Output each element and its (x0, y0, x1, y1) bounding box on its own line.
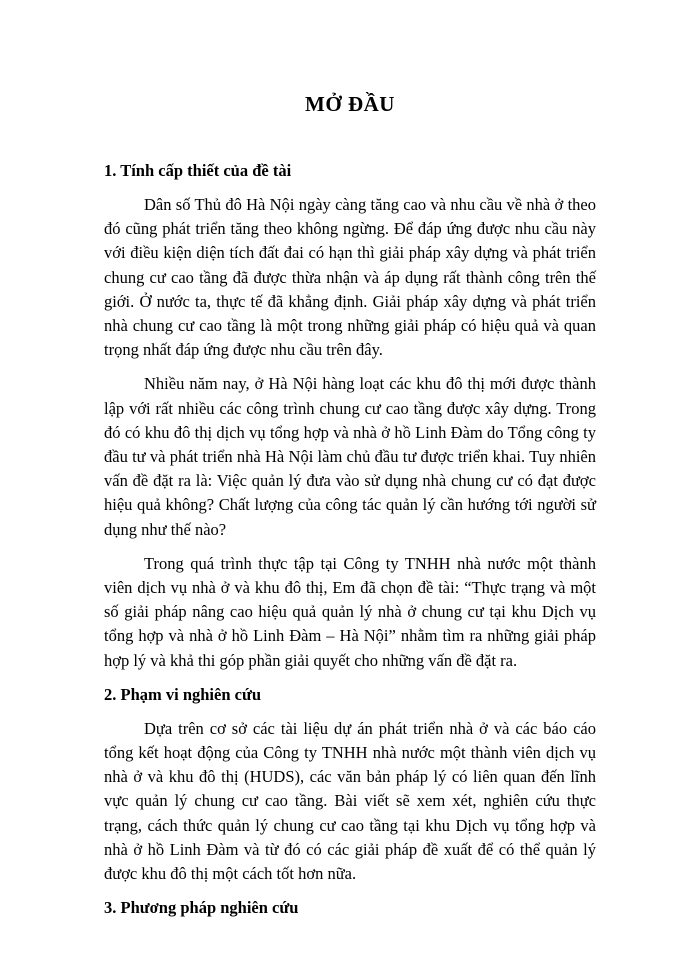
paragraph: Dân số Thủ đô Hà Nội ngày càng tăng cao và nhu cầu về nhà ở theo đó cũng phát triển tăng theo không ngừng. Để đáp ứng được nhu cầu này với điều kiện diện tích đất đai có hạn thì giải pháp xây dựng và phát triển chung cư cao tầng đã được thừa nhận và áp dụng rất thành công trên thế giới. Ở nước ta, thực tế đã khẳng định. Giải pháp xây dựng và phát triển nhà chung cư cao tầng là một trong những giải pháp có hiệu quả và quan trọng nhất đáp ứng được nhu cầu trên đây. (104, 195, 596, 360)
section-heading: 3. Phương pháp nghiên cứu (104, 898, 299, 918)
section-heading: 1. Tính cấp thiết của đề tài (104, 161, 292, 180)
paragraph: Nhiều năm nay, ở Hà Nội hàng loạt các khu đô thị mới được thành lập với rất nhiều các công trình chung cư cao tầng được xây dựng. Trong đó có khu đô thị dịch vụ tổng hợp và nhà ở hồ Linh Đàm do Tổng công ty đầu tư và phát triển nhà Hà Nội làm chủ đầu tư được triển khai. Tuy nhiên vấn đề đặt ra là: Việc quản lý đưa vào sử dụng nhà chung cư có đạt được hiệu quả không? Chất lượng của công tác quản lý cần hướng tới người sử dụng như thế nào? (104, 374, 596, 539)
document-page (104, 92, 596, 930)
section-scope (104, 683, 596, 886)
paragraph: Dựa trên cơ sở các tài liệu dự án phát triển nhà ở và các báo cáo tổng kết hoạt động của Công ty TNHH nhà nước một thành viên dịch vụ nhà ở và khu đô thị (HUDS), các văn bản pháp lý có liên quan đến lĩnh vực quản lý chung cư cao tầng. Bài viết sẽ xem xét, nghiên cứu thực trạng, cách thức quản lý chung cư cao tầng tại khu Dịch vụ tổng hợp và nhà ở hồ Linh Đàm và từ đó có các giải pháp đề xuất để có thể quản lý được khu đô thị một cách tốt hơn nữa. (104, 718, 596, 884)
section-urgency (104, 159, 596, 673)
document-title: MỞ ĐẦU (305, 92, 395, 116)
paragraph: Trong quá trình thực tập tại Công ty TNHH nhà nước một thành viên dịch vụ nhà ở và khu đô thị, Em đã chọn đề tài: “Thực trạng và một số giải pháp nâng cao hiệu quả quản lý nhà ở chung cư tại khu Dịch vụ tổng hợp và nhà ở hồ Linh Đàm – Hà Nội” nhằm tìm ra những giải pháp hợp lý và khả thi góp phần giải quyết cho những vấn đề đặt ra. (104, 553, 596, 670)
section-methodology (104, 896, 596, 920)
section-heading: 2. Phạm vi nghiên cứu (104, 684, 262, 704)
